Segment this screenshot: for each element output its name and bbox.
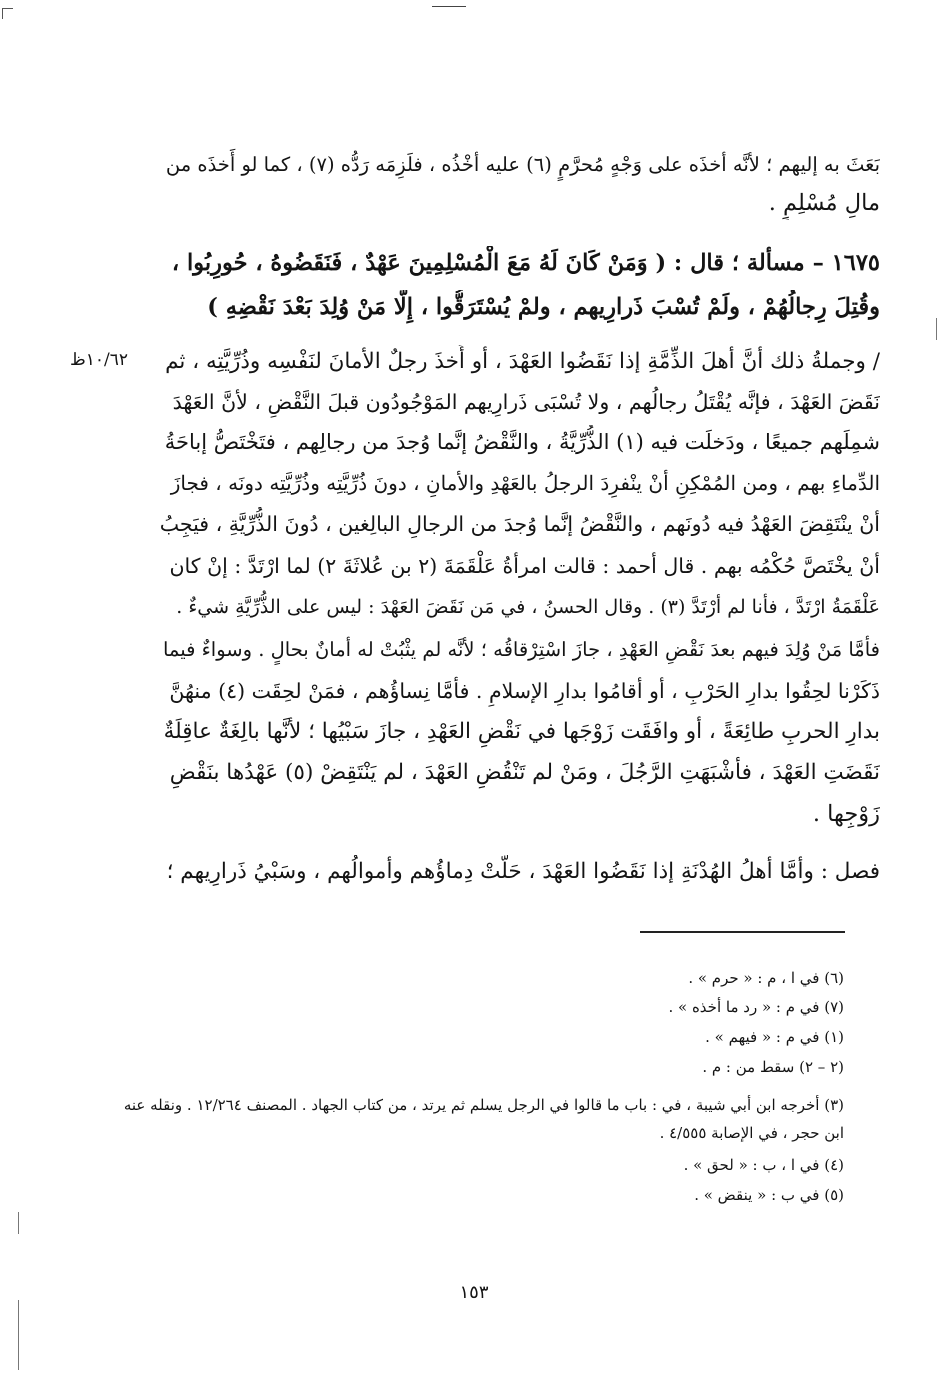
edge-tick	[18, 1212, 19, 1234]
footnote-separator	[640, 931, 845, 933]
text-line: أنْ ينْتَقِضَ العَهْدُ فيه دُونَهم ، والنَّقْضُ إنَّما وُجدَ من الرجالِ البالِغين ، دُونَ الذُّرِّيَّةِ ، فيَجِبُ	[160, 512, 880, 536]
fasl-line: فصل : وأمَّا أهلُ الهُدْنَةِ إذا نَقَضُوا العَهْدَ ، حَلَّتْ دِماؤُهم وأموالُهم ، وسَبْيُ ذَرارِيهم ؛	[166, 859, 880, 884]
edge-tick	[936, 318, 937, 340]
footnote: (٤) في ا ، ب : « لحق » .	[683, 1156, 844, 1174]
text-line: عَلْقَمَةُ ارْتَدَّ ، فأنا لم أرْتَدَّ (٣) . وقال الحسنُ ، في مَن نَقَضَ العَهْدَ : ليس على الذُّرِّيَّةِ شيءٌ .	[176, 596, 880, 618]
footnote: (٦) في ا ، م : « حرم » .	[688, 969, 844, 987]
footnote: ابن حجر ، في الإصابة ٤/٥٥٥ .	[659, 1124, 844, 1142]
scan-mark	[432, 6, 466, 7]
crop-mark	[2, 8, 13, 19]
text-line: / وجملةُ ذلك أنَّ أهلَ الذِّمَّةِ إذا نَقَضُوا العَهْدَ ، أو أَخذَ رجلٌ الأمانَ لنَفْسِه وذُرِّيَّتِه ، ثم	[165, 349, 880, 374]
text-line: الدِّماءِ بهم ، ومن المُمْكِنِ أنْ ينْفرِدَ الرجلُ بالعَهْدِ والأمانِ ، دونَ ذُرِّيَّتِه وذُرِّيَّتِه دونَه ، فجازَ	[170, 471, 880, 495]
text-line: بَعَثَ به إليهم ؛ لأنَّه أخذَه على وَجْهٍ مُحرَّمٍ (٦) عليه أخْذُه ، فلَزِمَه رَدُّه (٧) ، كما لو أَخذَه من	[165, 153, 880, 176]
footnote: (٢ – ٢) سقط من : م .	[702, 1058, 844, 1076]
edge-tick	[18, 1300, 19, 1370]
text-line: مالِ مُسْلِمٍ .	[768, 190, 880, 216]
section-heading-line: وقُتِلَ رِجالُهُمْ ، ولَمْ تُسْبَ ذَرارِيهم ، ولمْ يُسْتَرَقُّوا ، إِلَّا مَنْ وُلِدَ بَعْدَ نَقْضِهِ )	[207, 294, 880, 320]
text-line: أنْ يخْتَصَّ حُكْمُه بهم . قال أحمد : قالت امرأةُ عَلْقَمَةَ (٢ بن عُلاثَةَ ٢) لما ارْتَدَّ : إنْ كان	[169, 554, 880, 578]
text-line: بدارِ الحربِ طائِعَةً ، أو وافَقَت زَوْجَها في نَقْضِ العَهْدِ ، جازَ سَبْيُها ؛ لأنَّها بالِغَةٌ عاقِلَةٌ	[163, 719, 880, 744]
text-line: ذَكَرْنا لحِقُوا بدارِ الحَرْبِ ، أو أقامُوا بدارِ الإسلامِ . فأمَّا نِساؤُهم ، فمَنْ لحِقَت (٤) منهُنَّ	[169, 679, 880, 703]
text-line: شمِلَهم جميعًا ، ودَخلَت فيه (١) الذُّرِّيَّةُ ، والنَّقْضُ إنَّما وُجدَ من رجالِهم ، فتَخْتَصُّ إباحَةُ	[164, 430, 880, 454]
text-line: زَوْجِها .	[812, 801, 880, 827]
footnote: (٥) في ب : « ينقض » .	[694, 1186, 844, 1204]
page-number: ١٥٣	[459, 1282, 489, 1303]
footnote: (١) في م : « فيهم » .	[705, 1028, 844, 1046]
text-line: نَقَضَ العَهْدَ ، فإنَّه يُقْتَلُ رجالُهم ، ولا تُسْبَى ذَرارِيهم المَوْجُودُون قبلَ النَّقْضِ ، لأنَّ العَهْدَ	[172, 390, 880, 414]
margin-folio-note: ١٠/٦٢ظ	[70, 350, 128, 370]
footnote: (٧) في م : « رد ما أخذه » .	[668, 998, 844, 1016]
text-line: نَقَضَتِ العَهْدَ ، فأشْبَهَتِ الرَّجُلَ ، ومَنْ لم تَنْقُضِ العَهْدَ ، لم يَنْتَقِضْ (٥) عَهْدُها بنَقْضِ	[169, 760, 880, 785]
footnote: (٣) أخرجه ابن أبي شيبة ، في : باب ما قالوا في الرجل يسلم ثم يرتد ، من كتاب الجهاد . المصنف ١٢/٢٦٤ . ونقله عنه	[123, 1096, 844, 1114]
section-heading-line: ١٦٧٥ – مسألة ؛ قال : ( وَمَنْ كَانَ لَهُ مَعَ الْمُسْلِمِينَ عَهْدٌ ، فَنَقَضُوهُ ، حُورِبُوا ،	[171, 250, 880, 276]
text-line: فأمَّا مَنْ وُلِدَ فيهم بعدَ نَقْضِ العَهْدِ ، جازَ اسْتِرْقاقُه ؛ لأنَّه لم يثْبُتْ له أمانٌ بحالٍ . وسواءٌ فيما	[162, 638, 880, 661]
